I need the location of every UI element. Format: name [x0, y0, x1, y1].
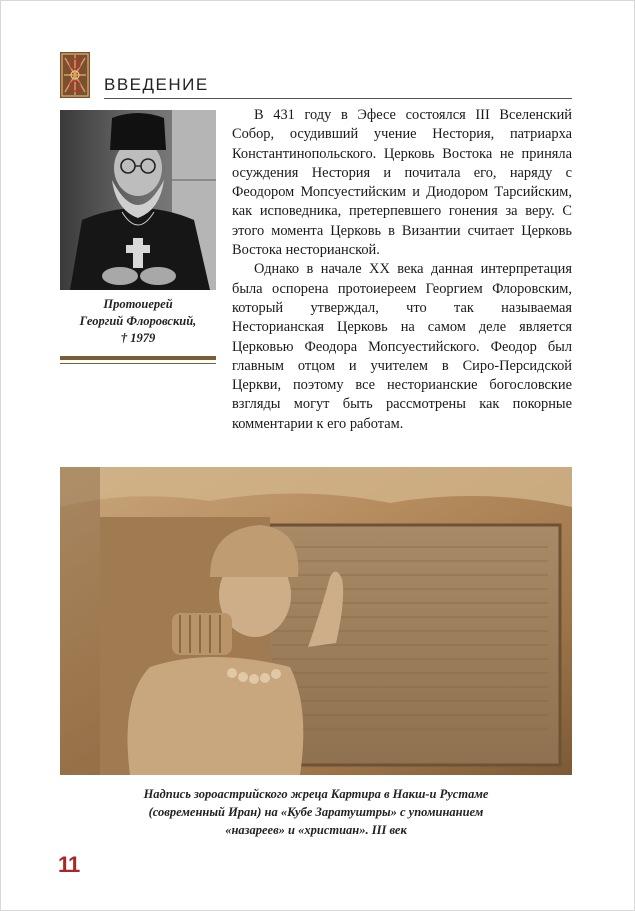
caption-rule: [60, 356, 216, 360]
caption-rule-thin: [60, 363, 216, 364]
relief-caption: [60, 785, 572, 839]
portrait-caption-line: † 1979: [120, 331, 156, 345]
section-title: ВВЕДЕНИЕ: [104, 75, 209, 94]
page-number: 11: [58, 852, 80, 877]
relief-caption-line: Надпись зороастрийского жреца Картира в Накш-и Рустаме: [143, 787, 489, 801]
paragraph: Однако в начале XX века данная интерпретация была оспорена протоиереем Георгием Флоровским, который утверждал, что так называемая Несторианская Церковь на самом деле является Церковью Феодора Мопсуестийского. Феодор был главным отцом и учителем в Сиро-Персидской Церкви, поэтому все несторианские богословские взгляды могут быть рассмотрены как покорные комментарии к его работам.: [232, 261, 572, 432]
relief-caption-line: «назареев» и «христиан». III век: [225, 823, 407, 837]
portrait-caption-line: Протоиерей: [103, 297, 173, 311]
portrait-photo: [60, 110, 216, 290]
title-rule: [104, 98, 572, 99]
relief-photo: [60, 467, 572, 775]
celtic-knot-ornament-icon: [60, 52, 90, 98]
relief-caption-line: (современный Иран) на «Кубе Заратуштры» с упоминанием: [148, 805, 484, 819]
portrait-caption-line: Георгий Флоровский,: [79, 314, 197, 328]
paragraph: В 431 году в Эфесе состоялся III Вселенский Собор, осудивший учение Нестория, патриарха Константинопольского. Церковь Востока не приняла осуждения Нестория и почитала его, наряду с Феодором Мопсуестийским и Диодором Тарсийским, как исповедника, претерпевшего гонения за веру. С этого момента Церковь в Византии считает Церковь Востока несторианской.: [232, 107, 572, 259]
portrait-caption: [60, 296, 216, 347]
main-text: [232, 106, 572, 434]
